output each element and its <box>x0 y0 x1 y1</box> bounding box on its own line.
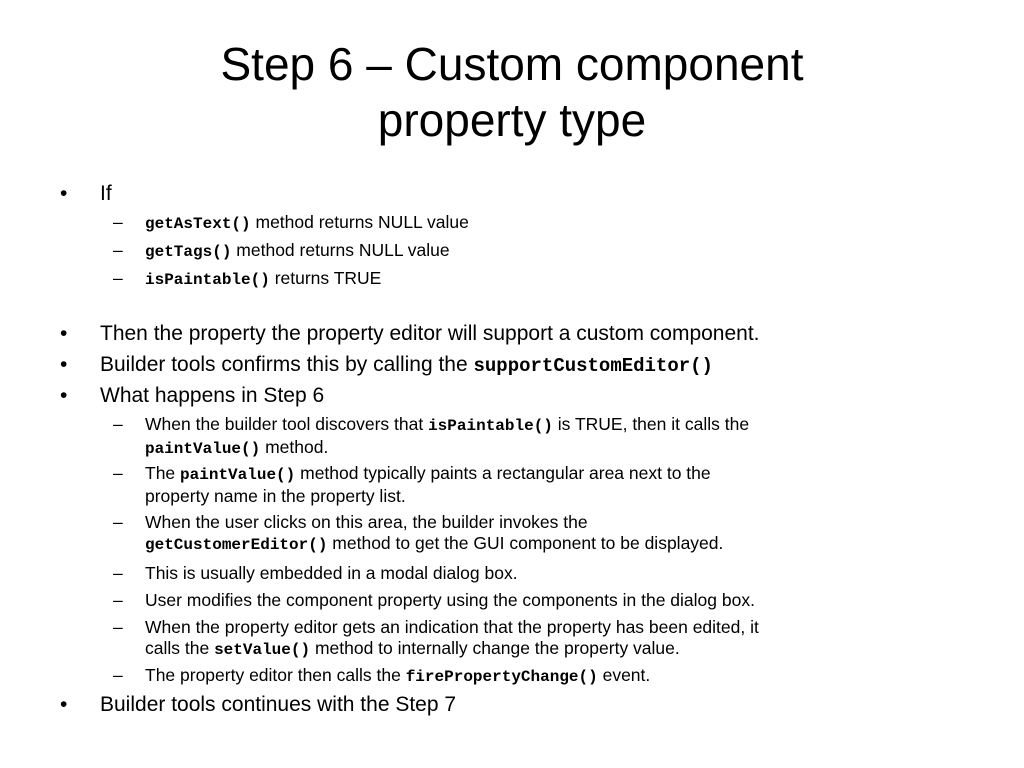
item-text: method. <box>260 437 329 457</box>
code-getcustomereditor: getCustomerEditor() <box>145 536 328 554</box>
dash-glyph: – <box>113 665 123 685</box>
item-text: method to internally change the property value. <box>310 638 680 658</box>
slide-title-line-2: property type <box>377 94 647 146</box>
dash-glyph: – <box>113 268 123 288</box>
dash-glyph: – <box>113 240 123 260</box>
code-ispaintable: isPaintable() <box>145 271 270 289</box>
dash-glyph: – <box>113 463 123 483</box>
dash-glyph: – <box>113 563 123 583</box>
bullet-text: Builder tools confirms this by calling the <box>100 353 474 376</box>
item-text: event. <box>597 665 651 685</box>
code-setvalue: setValue() <box>214 641 311 659</box>
code-getastext: getAsText() <box>145 215 251 233</box>
dash-glyph: – <box>113 512 123 532</box>
bullet-glyph: • <box>60 384 68 407</box>
bullet-text: Then the property the property editor will support a custom component. <box>100 322 760 345</box>
bullet-glyph: • <box>60 353 68 376</box>
item-text: This is usually embedded in a modal dialog box. <box>145 563 518 583</box>
bullet-glyph: • <box>60 693 68 716</box>
bullet-glyph: • <box>60 182 68 205</box>
item-text: method to get the GUI component to be displayed. <box>327 533 724 553</box>
item-text: When the property editor gets an indication that the property has been edited, it <box>145 617 759 637</box>
code-paintvalue: paintValue() <box>145 440 261 458</box>
dash-glyph: – <box>113 212 123 232</box>
code-gettags: getTags() <box>145 243 232 261</box>
bullet-text: What happens in Step 6 <box>100 384 325 407</box>
item-text: The <box>145 463 181 483</box>
item-text: When the builder tool discovers that <box>145 414 429 434</box>
item-text: returns TRUE <box>269 268 382 288</box>
code-ispaintable: isPaintable() <box>428 417 553 435</box>
dash-glyph: – <box>113 590 123 610</box>
item-text: calls the <box>145 638 215 658</box>
bullet-text: If <box>100 182 112 205</box>
item-text: method returns NULL value <box>250 212 469 232</box>
bullet-text: Builder tools continues with the Step 7 <box>100 693 457 716</box>
bullet-glyph: • <box>60 322 68 345</box>
code-firepropertychange: firePropertyChange() <box>405 668 598 686</box>
item-text: When the user clicks on this area, the builder invokes the <box>145 512 588 532</box>
slide-title <box>0 36 1024 148</box>
item-text: The property editor then calls the <box>145 665 406 685</box>
item-text: property name in the property list. <box>145 486 406 506</box>
item-text: method returns NULL value <box>231 240 450 260</box>
dash-glyph: – <box>113 414 123 434</box>
dash-glyph: – <box>113 617 123 637</box>
code-supportcustomeditor: supportCustomEditor() <box>473 355 713 377</box>
code-paintvalue: paintValue() <box>180 466 296 484</box>
item-text: User modifies the component property using the components in the dialog box. <box>145 590 755 610</box>
item-text: method typically paints a rectangular area next to the <box>295 463 711 483</box>
item-text: is TRUE, then it calls the <box>552 414 750 434</box>
slide-title-line-1: Step 6 – Custom component <box>220 38 804 90</box>
